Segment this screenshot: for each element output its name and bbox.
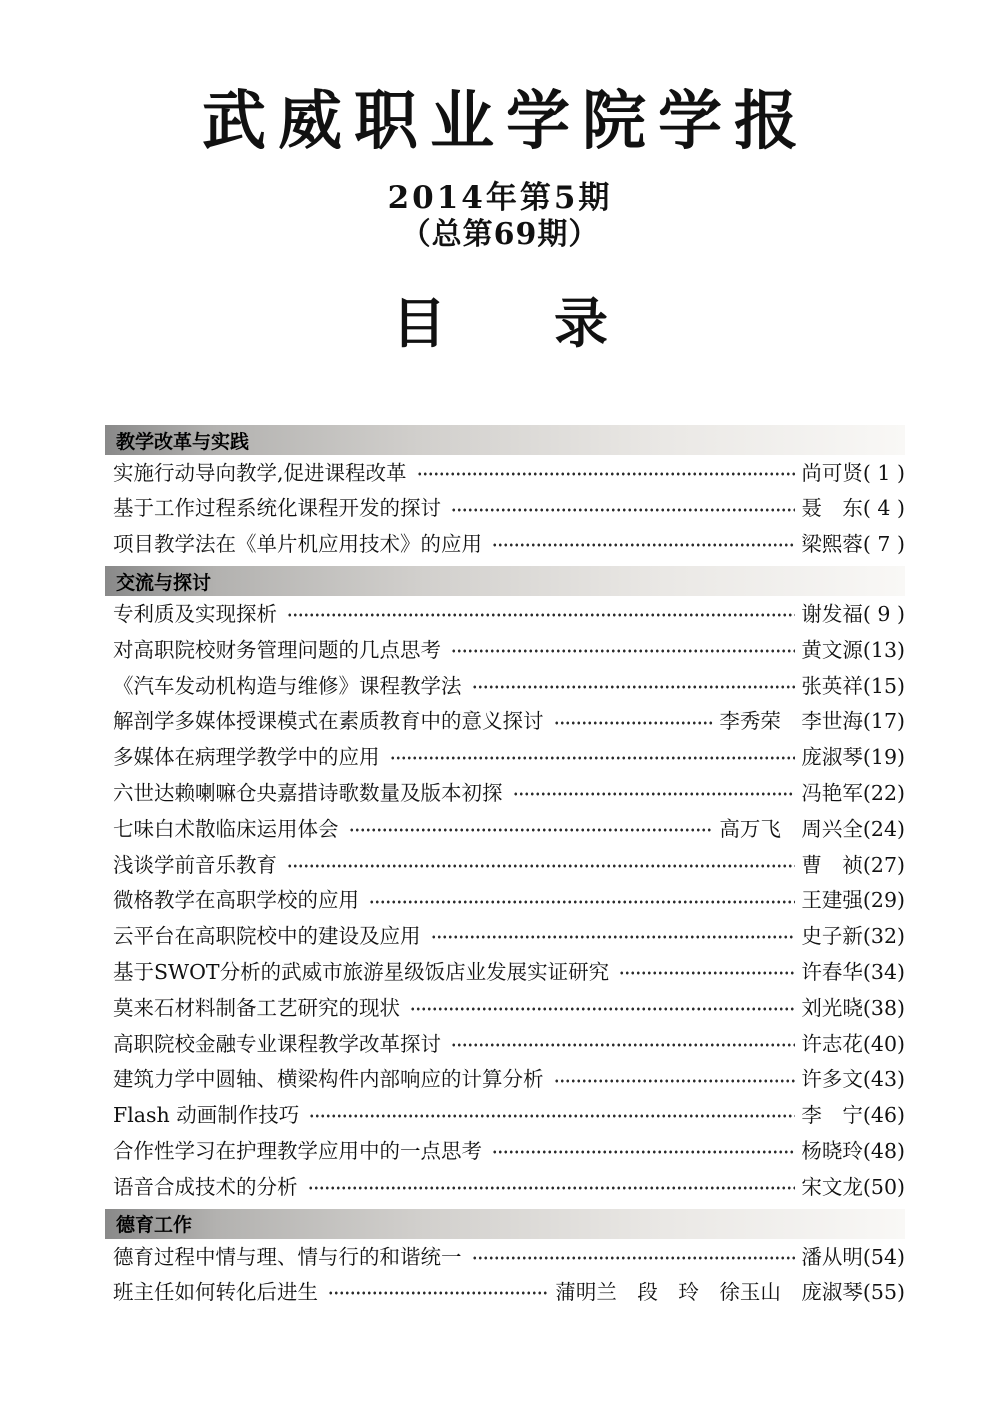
dot-leader <box>287 847 795 883</box>
page-number: ( 1 ) <box>862 460 905 485</box>
article-title: 建筑力学中圆轴、横梁构件内部响应的计算分析 <box>113 1067 544 1092</box>
toc-entry <box>105 1239 905 1275</box>
dot-leader <box>619 954 795 990</box>
article-authors: 冯艳军 <box>801 781 863 806</box>
article-title: 班主任如何转化后进生 <box>113 1280 318 1305</box>
section-header-exchange-discussion <box>105 566 905 596</box>
toc-entry <box>105 668 905 704</box>
article-title: 七味白术散临床运用体会 <box>113 816 339 841</box>
page-number: (27) <box>862 852 905 877</box>
article-title: 《汽车发动机构造与维修》课程教学法 <box>113 673 462 698</box>
page-number: (50) <box>862 1174 905 1199</box>
toc-content <box>105 425 905 1311</box>
section-header-label: 交流与探讨 <box>116 571 212 594</box>
dot-leader <box>308 1169 796 1205</box>
section-header-label: 德育工作 <box>116 1214 193 1237</box>
page-number: (29) <box>862 888 905 913</box>
page-number: (48) <box>862 1138 905 1163</box>
article-authors: 许多文 <box>801 1067 863 1092</box>
dot-leader <box>451 491 795 527</box>
dot-leader <box>472 1239 796 1275</box>
article-title: 项目教学法在《单片机应用技术》的应用 <box>113 532 482 557</box>
article-authors: 蒲明兰 段 玲 徐玉山 庞淑琴 <box>555 1280 863 1305</box>
page-number: (46) <box>862 1103 905 1128</box>
dot-leader <box>451 1026 795 1062</box>
journal-title: 武威职业学院学报 <box>202 84 810 159</box>
page-number: (13) <box>862 637 905 662</box>
issue-line: 2014年第5期 <box>387 180 613 216</box>
dot-leader <box>410 990 795 1026</box>
article-title: 基于SWOT分析的武威市旅游星级饭店业发展实证研究 <box>113 960 610 984</box>
article-authors: 许志花 <box>801 1031 863 1056</box>
toc-entry <box>105 1133 905 1169</box>
article-title: 语音合成技术的分析 <box>113 1174 298 1199</box>
article-authors: 黄文源 <box>801 637 863 662</box>
article-title: 高职院校金融专业课程教学改革探讨 <box>113 1031 441 1056</box>
toc-entry <box>105 1275 905 1311</box>
dot-leader <box>349 811 714 847</box>
page-number: (17) <box>862 709 905 734</box>
toc-entry <box>105 491 905 527</box>
toc-entry <box>105 954 905 990</box>
dot-leader <box>451 632 795 668</box>
toc-entry <box>105 632 905 668</box>
article-authors: 高万飞 周兴全 <box>719 816 863 841</box>
article-title: 专利质及实现探析 <box>113 602 277 627</box>
toc-title: 目 录 <box>392 291 608 355</box>
article-authors: 杨晓玲 <box>801 1138 863 1163</box>
article-authors: 李秀荣 李世海 <box>719 709 863 734</box>
dot-leader <box>492 527 795 563</box>
article-title: 六世达赖喇嘛仓央嘉措诗歌数量及版本初探 <box>113 781 503 806</box>
section-header-teaching-reform <box>105 425 905 455</box>
toc-entry <box>105 1098 905 1134</box>
dot-leader <box>328 1275 549 1311</box>
page-number: ( 9 ) <box>862 602 905 627</box>
toc-entry <box>105 883 905 919</box>
toc-entry <box>105 847 905 883</box>
toc-entry <box>105 1026 905 1062</box>
dot-leader <box>287 596 795 632</box>
article-authors: 王建强 <box>801 888 863 913</box>
article-title: 云平台在高职院校中的建设及应用 <box>113 924 421 949</box>
page-number: (43) <box>862 1067 905 1092</box>
article-authors: 梁熙蓉 <box>801 532 863 557</box>
total-issue-line: （总第69期） <box>400 217 600 252</box>
dot-leader <box>369 883 795 919</box>
page-number: (40) <box>862 1031 905 1056</box>
page-number: (32) <box>862 924 905 949</box>
dot-leader <box>390 740 796 776</box>
toc-entry <box>105 1062 905 1098</box>
article-authors: 张英祥 <box>801 673 863 698</box>
article-title: 莫来石材料制备工艺研究的现状 <box>113 995 400 1020</box>
page-number: (38) <box>862 995 905 1020</box>
article-authors: 尚可贤 <box>801 460 863 485</box>
dot-leader <box>554 704 714 740</box>
page-number: (22) <box>862 781 905 806</box>
dot-leader <box>309 1098 795 1134</box>
article-authors: 潘从明 <box>801 1244 863 1269</box>
article-title: 基于工作过程系统化课程开发的探讨 <box>113 496 441 521</box>
page-number: (24) <box>862 816 905 841</box>
dot-leader <box>492 1133 795 1169</box>
article-authors: 曹 祯 <box>801 852 863 877</box>
toc-entry <box>105 740 905 776</box>
article-title: Flash 动画制作技巧 <box>113 1103 300 1128</box>
toc-entry <box>105 990 905 1026</box>
toc-entry <box>105 704 905 740</box>
page-number: ( 4 ) <box>862 496 905 521</box>
toc-entry <box>105 775 905 811</box>
page-number: ( 7 ) <box>862 532 905 557</box>
dot-leader <box>472 668 796 704</box>
toc-entry <box>105 1169 905 1205</box>
dot-leader <box>417 455 796 491</box>
article-authors: 宋文龙 <box>801 1174 863 1199</box>
toc-entry <box>105 527 905 563</box>
dot-leader <box>431 919 796 955</box>
article-title: 德育过程中情与理、情与行的和谐统一 <box>113 1244 462 1269</box>
page-number: (54) <box>862 1244 905 1269</box>
dot-leader <box>513 775 796 811</box>
article-authors: 史子新 <box>801 924 863 949</box>
article-title: 解剖学多媒体授课模式在素质教育中的意义探讨 <box>113 709 544 734</box>
page-number: (55) <box>862 1280 905 1305</box>
article-title: 微格教学在高职学校的应用 <box>113 888 359 913</box>
section-header-moral-education <box>105 1209 905 1239</box>
article-title: 实施行动导向教学,促进课程改革 <box>113 460 407 485</box>
dot-leader <box>554 1062 796 1098</box>
article-title: 浅谈学前音乐教育 <box>113 852 277 877</box>
page-number: (15) <box>862 673 905 698</box>
section-header-label: 教学改革与实践 <box>116 430 250 453</box>
article-title: 多媒体在病理学教学中的应用 <box>113 745 380 770</box>
article-authors: 聂 东 <box>801 496 863 521</box>
article-authors: 许春华 <box>801 960 863 984</box>
toc-entry <box>105 919 905 955</box>
article-authors: 刘光晓 <box>801 995 863 1020</box>
page-number: (34) <box>862 960 905 984</box>
toc-entry <box>105 455 905 491</box>
toc-entry <box>105 596 905 632</box>
article-authors: 庞淑琴 <box>801 745 863 770</box>
page-number: (19) <box>862 745 905 770</box>
article-title: 合作性学习在护理教学应用中的一点思考 <box>113 1138 482 1163</box>
article-authors: 李 宁 <box>801 1103 863 1128</box>
toc-entry <box>105 811 905 847</box>
article-authors: 谢发福 <box>801 602 863 627</box>
article-title: 对高职院校财务管理问题的几点思考 <box>113 637 441 662</box>
